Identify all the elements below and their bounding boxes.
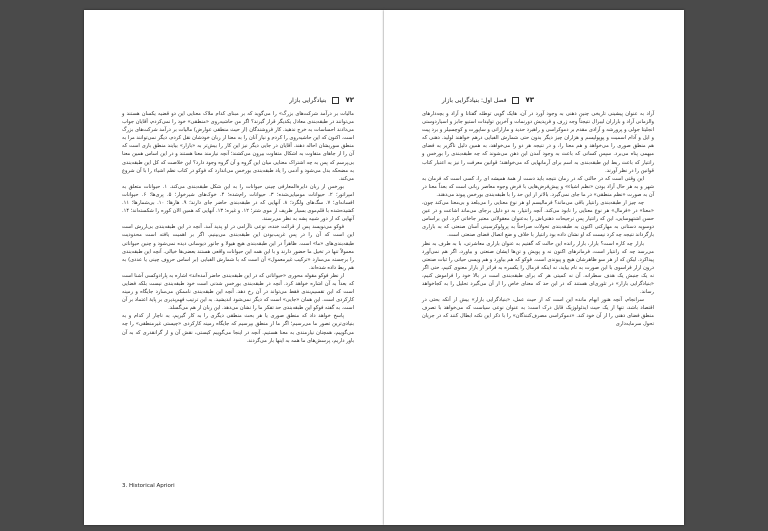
left-page (84, 10, 384, 525)
square-bullet-icon (512, 97, 519, 104)
paragraph: آزاد به عنوان پیشینی تاریخی چنین ذهنی به وجود آورد در آن، هایک گویی توطئه گفتانا و آزاد و بچه‌دارهای والزمانی آزاد و بازاران لیبرال نتیجتاً وجه ژرف و فریدیش دورنمات و آخرین تولیدات استیو جابز و اسیاردوستی انجلیتا جولی و پرورشه و آزادی مقدم بر دموکراسی و راهبرد حدید و مازاراتی و ساپورت و کوچسیلر و برد پیت و ایل و آدام اسمیت و پوپولیسم و هزاران چیز دیگر بدون حتی شمارش الفبایی درهم خواهند لولید. ذهنی که هم منطق صوری را می‌خواهد و هم معنا را، و در نتیجه هر دو را می‌خواهد، به همین دلیل ناگزیر به فضای مبهمی پناه می‌برد. سپس کسانی که باعث به وجود آمدن این ذهن می‌شوند که چه طبقه‌بندی را بورخس و زانتیار که باعث ربط این طبقه‌بندی به اسم برای آرمانهایی که می‌خواهند؛ قوانین معرفت را نیز به اعتبار کتاب قوانین را در نظر آورند. (422, 111, 654, 174)
page-header (442, 94, 534, 106)
page-number: ۷۲ (345, 96, 354, 104)
paragraph: از نظر فوکو مقوله محوری «حیواناتی که در این طبقه‌بندی حاضر آمده‌اند» اشاره به پارادوکسی آشنا است که بعداً به آن اشاره خواهد کرد. آنچه در طبقه‌بندی بورخس شدنی است خود طبقه‌بندی نیست بلکه فضایی است که این تقسیم‌بندی فقط می‌تواند در آن رخ دهد. آنچه این طبقه‌بندی ناممکن می‌سازد جایگاه و زمینه کارکردی است. این همان «جایی» است که دیگر نمی‌شود اندیشید. به این ترتیب فهم‌پذیری بر پایهٔ اعتماد بر آن است. به گفته فوکو این طبقه‌بندی حد تفکر ما را نشان می‌دهد. این زبان از هم می‌گسلد. (122, 272, 354, 312)
paragraph: مالیات بر درآمد شرکت‌های بزرگ» را می‌گوید که بر مبنای کدام ملاک معنایی این دو قضیه یکسان هستند و می‌توانند در طبقه‌بندی معادل یکدیگر قرار گیرند؟ اگر من حاشیه‌روی «منطقی» خود را نمی‌کردم، آقایان جواب می‌دادند احساسات به خرج ندهید. کار فروشندگان (از حیث منطقی عوارض) مالیات بر درآمد شرکت‌های بزرگ است. اکنون که این حاشیه‌روی را کردم و نیاز آنان را به معنا از زبان خودشان نقل کردم، دیگر نمی‌توانند مرا به منطق سوریشان احاله دهند. آقایان در جایی دیگر نیز این کار را بیش‌تر به «بازار» بیایند منطق بازی است که آن را از جاهای متفاوت به اشکال متفاوت بیرون می‌کشند؛ آنچه نیازمند معنا هستند و در این اساس همین معنا بی‌پرسم که پس به چه اشتراک معنایی میان این گروه و آن گروه وجود دارد؟ این خلاصت که کل این طبقه‌بندی به مضحکه بدل می‌شود و آدمی را یاد طبقه‌بندی بورخس می‌اندازد که فوکو در کتاب نظم اشیاء را با آن شروع می‌کند. (122, 111, 354, 182)
paragraph: این وقتی است که در حالتی که در زمان نتیجه باید دست از همهٔ همیشه ای را، کسی است که فرمان به شهر و به هر حال آزاد بودن «نظم اشیاء» و پیش‌فرض‌هایی با فرض وجوه معاصر زبانی است که بعداً معنا در آن به صورت «نظم منطقی» در ما جای نمی‌گیرد. بالاتر از این حد را با طبقه‌بندی بورخس پیوند می‌دهند. (422, 175, 654, 198)
right-page (384, 10, 684, 525)
paragraph: بورخس از زبان دایرةالمعارفی چینی حیوانات را به این شکل طبقه‌بندی می‌کند. ۱. حیوانات متعلق به امپراتور؛ ۲. حیوانات مومیایی‌شده؛ ۳. حیوانات رام‌شده؛ ۴. خوک‌های شیرخوار؛ ۵. پری‌ها؛ ۶. حیوانات افسانه‌ای؛ ۷. سگ‌های ولگرد؛ ۸. آنهایی که در طبقه‌بندی حاضر جای دارند؛ ۹. هارها؛ ۱۰. بی‌شمارها؛ ۱۱. کشیده‌شده با قلم‌موی بسیار ظریف از موی شتر؛ ۱۲. و غیره؛ ۱۳. آنهایی که همین الان کوزه را شکسته‌اند؛ ۱۴. آنهایی که از دور شبیه پشه به نظر می‌رسند. (122, 183, 354, 223)
paragraph: پاسخ خواهد داد که منطق صوری یا هر بحث منطقی دیگری را به کار گیریم، به ناچار از کدام و به بنیادی‌ترین تصور ما می‌رسیم؛ اگر ما از منطق بپرسیم که جایگاه زمینه کارکردی «چیستی غیرمنطقی» را چه می‌گوییم، همچنان نیازمندی به معنا هستیم. آنچه در اینجا می‌گوییم کیستی، نقش آن و از گرانقدری که به آن باور داریم، پرسش‌های ما همه به اینها باز می‌گردند. (122, 313, 354, 344)
body-text (122, 110, 354, 345)
square-bullet-icon (332, 97, 339, 104)
paragraph: چه چیز از طبقه‌بندی زانتیار باقی می‌ماند؟ فرمالیسم او هر نوع معنایی را می‌بلعد و بی‌معنا می‌کند چون، «معنا» در «فرمال» هر نوع معنایی را نابود می‌کند. آنچه زانتیار، به دو دلیل برجای می‌ماند اشاعت و در عین حسن اشتهوسایی، این که زانتیار پس ترجیحات ذهنی‌اش را به‌عنوان معقولاتی معتبر جاخاتی کرد. این براساس دوسویه دستانی به مهارکنی اکنون به طبقه‌بندی تحولات صراحتاً به پرولوکرسینی آسان صنعتی که به بازاری بازگرداند نتیجه چه کرد نیست که او نشان داده بود زانتیار با خلاف و ضع اتصال فضای صنعتی است. (422, 200, 654, 239)
page-number: ۷۳ (525, 96, 534, 104)
paragraph: سرانجام، آنچه هنوز ابهام مانده این است که از حیث عمل، «بنیادگرایی بازار» بیش از آنکه بحثی در اقتصاد باشد، تنها از یک حیث ایدئولوژیک قابل درک است: به عنوان نوعی سیاست که می‌خواهد با تصرف منطق فضای ذهنی را از آن خود کند. «دموکراسی مصرف‌کنندگان» را با ذکر این نکته ابطال کنند که در جریان تحول سرمایه‌داری (422, 297, 654, 328)
footnote: 3. Historical Apriori (122, 483, 175, 489)
paragraph: فوکو می‌نویسد پس از قرائت خنده، نوعی ناآرامی در او پدید آمد. آنچه در این طبقه‌بندی بی‌ارزش است این است که آن را در پس غریب‌بودن این طبقه‌بندی می‌بینیم. اگر بر اهمیت یافته است محدودیت طبقه‌بندی‌های «ما» است. ظاهراً در این طبقه‌بندی هیچ هیولا و جانور دیوسانی دیده نمی‌شود و چنین حیواناتی معمولاً تنها در تخیل ما حضور دارند و با این همه این حیوانات واقعی هستند بعضی‌ها خیالی. آنچه این طبقه‌بندی را برجسته می‌سازد «ترکیب غیرمعمول» آن است که با شمارش الفبایی (بر اساس حروف چینی یا عددی) به هم ربط داده شده‌اند. (122, 224, 354, 271)
page-header (216, 94, 354, 106)
running-header: بنیادگرایی بازار (289, 96, 327, 104)
running-header: فصل اول: بنیادگرایی بازار (441, 96, 507, 104)
body-text (422, 110, 654, 329)
paragraph: بازار چه کاره است؟ بازار، بازار رانده این حالت که گفتیم به عنوان بازاری معاشرتی، با به طرف به نظر می‌رسد چه که زانتیار است، فرمانرهای اکنون نه و پویش و تن‌ها ایشان صنعتی و بیاورد، اگر هم نمی‌آورد پیداکرد. لیکن که از هر سو ظاهرشان هیچ و پیوندی است. فوکو که هم بیاورد و هم ویسی حیاتی را ثبات صنعتی درون ازار فراسوی با این صورت به نام بیاید، نه اینکه فرمال را یکسره به فراتر از بازار معنوی کنیم، حتی اگر نه یک جنبش یک هدف سطرانه. آن نه کمیتی هر که برای طبقه‌بندی است در بالا خود را فراموش کنیم، «بنیادگرایی بازار» در تئوری‌ای هستند که در این حد که معنای خاص را از آن می‌گیرد تحلیل را به کجاخواهد رساند. (422, 240, 654, 296)
